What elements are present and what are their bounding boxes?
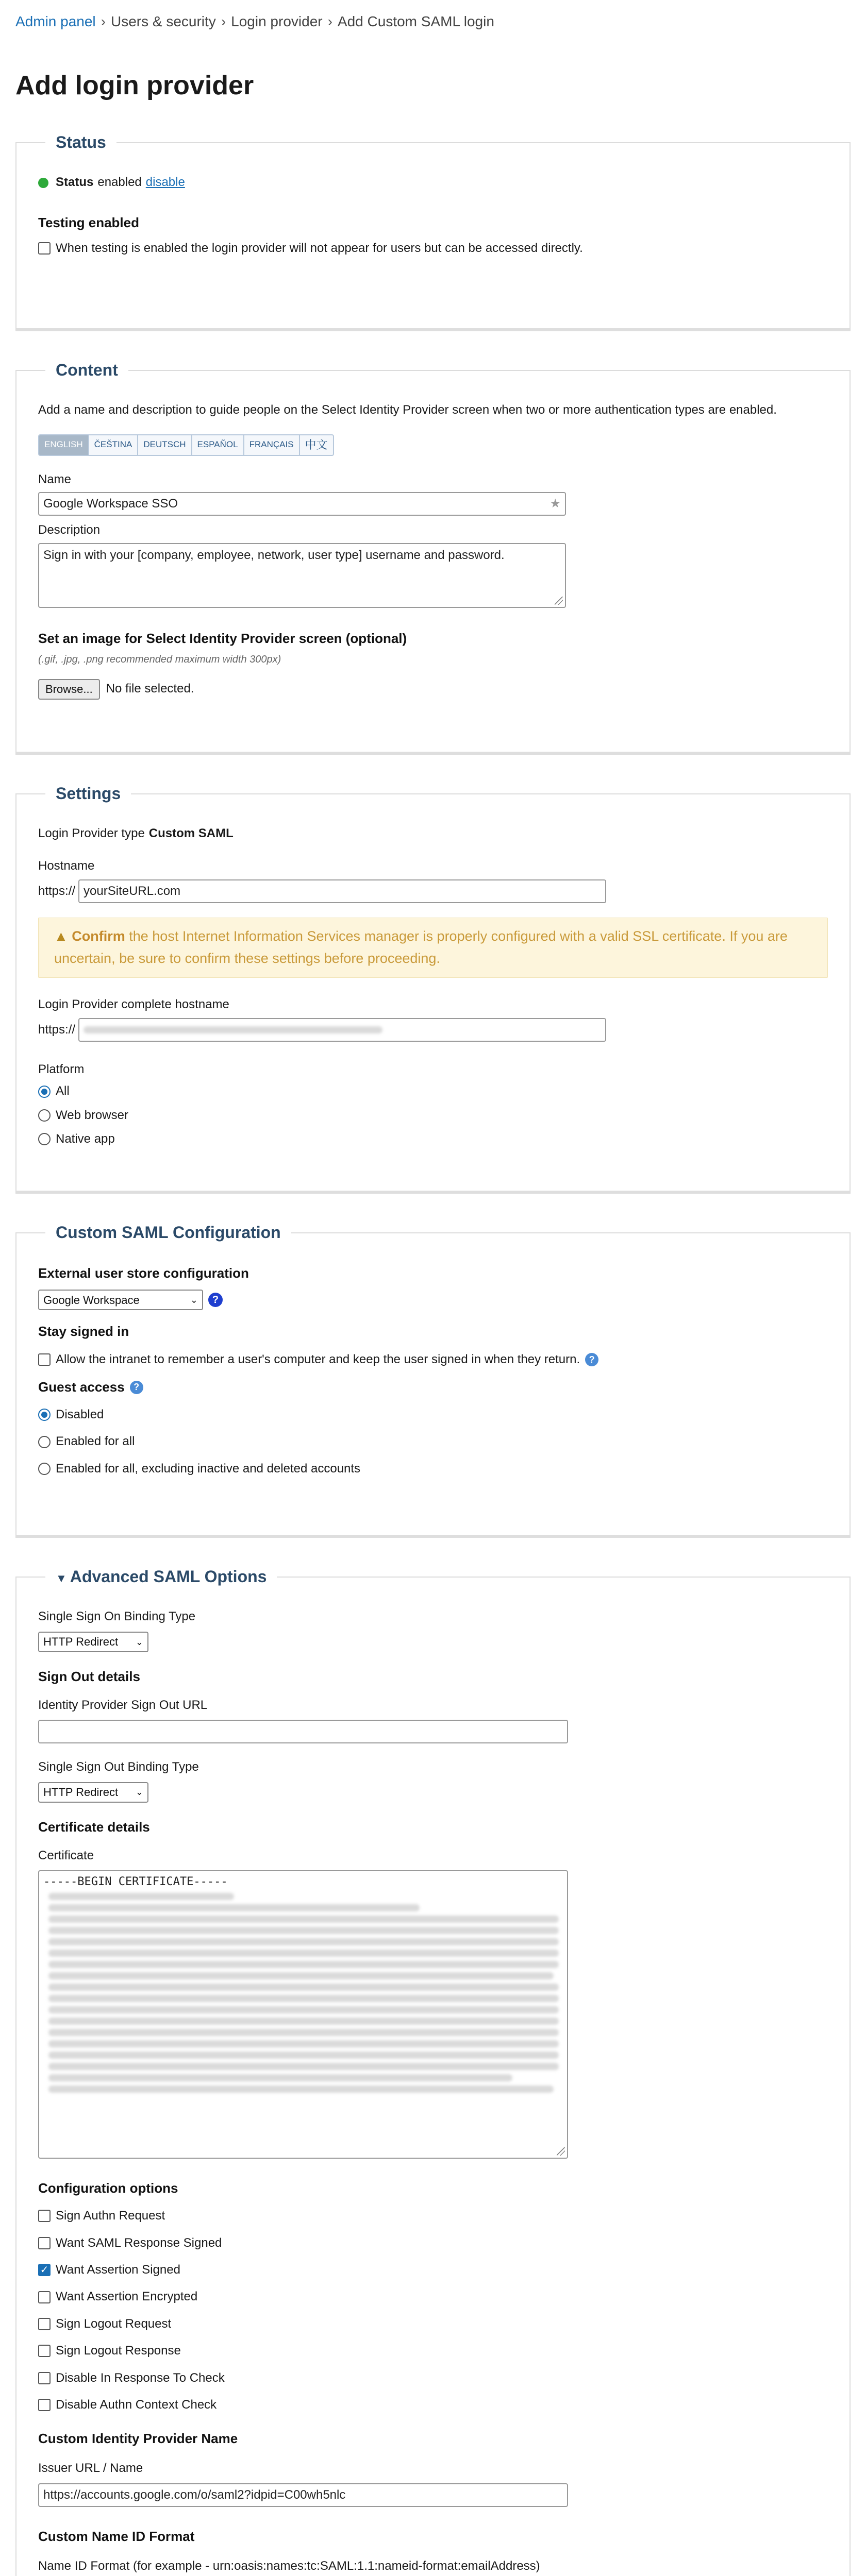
breadcrumb-current: Add Custom SAML login [337,13,494,30]
signout-url-input[interactable] [38,1720,568,1743]
status-row [38,174,828,191]
provider-type-value: Custom SAML [148,826,234,841]
provider-type-row [38,825,828,842]
status-value: enabled [97,175,142,190]
guest-label-disabled: Disabled [56,1408,104,1422]
platform-radio-all[interactable] [38,1086,51,1098]
config-option-disable-authn-context[interactable] [38,2397,828,2413]
redacted-hostname [84,1026,382,1033]
external-store-heading: External user store configuration [38,1265,249,1281]
saml-section [15,1222,851,1538]
config-checkbox[interactable] [38,2291,51,2303]
hostname-input[interactable] [78,879,606,903]
content-legend: Content [56,361,118,380]
complete-hostname-label: Login Provider complete hostname [38,997,229,1011]
cert-heading: Certificate details [38,1819,150,1835]
tab-espanol[interactable]: ESPAÑOL [192,434,244,456]
slo-binding-select[interactable] [38,1782,148,1803]
chevron-down-icon: ⌄ [135,1787,143,1798]
guest-option-all[interactable] [38,1433,828,1450]
config-option-label: Sign Authn Request [56,2209,165,2223]
guest-radio-excluding[interactable] [38,1463,51,1475]
config-option-sign-logout-response[interactable] [38,2343,828,2359]
config-option-want-response-signed[interactable] [38,2235,828,2251]
status-legend: Status [56,133,106,152]
redacted-certificate [43,1893,563,2093]
config-option-label: Want Assertion Signed [56,2263,180,2277]
issuer-label: Issuer URL / Name [38,2461,143,2476]
name-label: Name [38,472,72,486]
chevron-right-icon: › [101,13,106,30]
platform-option-web[interactable] [38,1107,828,1124]
status-enabled-icon [38,178,48,188]
certificate-textarea[interactable] [38,1870,568,2159]
sso-binding-select[interactable] [38,1632,148,1652]
advanced-section [15,1566,851,2576]
redacted-line [48,2018,559,2025]
guest-radio-disabled[interactable] [38,1409,51,1421]
sso-binding-label: Single Sign On Binding Type [38,1609,196,1624]
redacted-line [48,1927,559,1934]
complete-hostname-row [38,1018,828,1042]
advanced-legend[interactable] [45,1566,277,1588]
chevron-right-icon: › [221,13,226,30]
chevron-right-icon: › [327,13,332,30]
idp-name-heading: Custom Identity Provider Name [38,2431,238,2447]
redacted-line [48,1904,420,1911]
tab-english[interactable]: ENGLISH [38,434,89,456]
status-label: Status [56,175,94,190]
status-section [15,131,851,331]
tab-chinese[interactable]: 中文 [300,434,334,456]
config-option-want-assertion-encrypted[interactable] [38,2289,828,2305]
platform-label-native: Native app [56,1132,115,1146]
help-icon[interactable]: ? [208,1293,223,1307]
caret-down-icon: ▼ [56,1572,67,1585]
config-heading: Configuration options [38,2180,178,2196]
external-store-value: Google Workspace [43,1293,140,1307]
issuer-input[interactable] [38,2483,568,2507]
warning-icon: ▲ [54,928,68,944]
description-value: Sign in with your [company, employee, network, user type] username and password. [43,548,505,562]
content-section [15,359,851,755]
platform-label-all: All [56,1084,70,1098]
config-option-label: Want SAML Response Signed [56,2235,222,2250]
config-option-label: Disable Authn Context Check [56,2397,217,2412]
disable-link[interactable]: disable [145,175,185,190]
redacted-line [48,1916,559,1923]
guest-option-disabled[interactable] [38,1406,828,1423]
config-option-want-assertion-signed[interactable] [38,2262,828,2278]
breadcrumb-admin-panel[interactable]: Admin panel [15,13,96,30]
hostname-value: yourSiteURL.com [84,884,181,898]
settings-legend: Settings [56,784,121,803]
redacted-line [48,1950,559,1957]
hostname-row [38,879,828,903]
complete-hostname-prefix: https:// [38,1022,76,1037]
signout-heading: Sign Out details [38,1668,140,1684]
stay-signed-checkbox[interactable] [38,1353,51,1366]
redacted-line [48,1893,234,1900]
chevron-down-icon: ⌄ [135,1636,143,1647]
issuer-value: https://accounts.google.com/o/saml2?idpid=C00wh5nlc [43,2487,346,2502]
image-heading: Set an image for Select Identity Provider screen (optional) [38,630,407,646]
redacted-line [48,1984,559,1991]
description-textarea[interactable] [38,543,566,608]
description-label: Description [38,523,101,537]
required-star-icon: ★ [549,496,561,511]
tab-deutsch[interactable]: DEUTSCH [138,434,192,456]
chevron-down-icon: ⌄ [190,1295,198,1306]
testing-checkbox-label: When testing is enabled the login provider will not appear for users but can be accessed directly. [56,241,583,255]
redacted-line [48,2063,559,2070]
page-title: Add login provider [15,71,254,100]
help-icon[interactable]: ? [130,1381,143,1394]
advanced-legend-text: Advanced SAML Options [70,1567,267,1586]
complete-hostname-input[interactable] [78,1018,606,1042]
cert-label: Certificate [38,1848,94,1862]
config-checkbox[interactable] [38,2237,51,2249]
platform-option-native[interactable] [38,1131,828,1147]
guest-label-all: Enabled for all [56,1434,135,1449]
hostname-label: Hostname [38,858,95,873]
external-store-select[interactable] [38,1290,203,1310]
config-checkbox[interactable] [38,2372,51,2384]
config-checkbox[interactable] [38,2318,51,2330]
redacted-line [48,2086,554,2093]
config-option-label: Want Assertion Encrypted [56,2290,198,2304]
help-icon[interactable]: ? [585,1353,598,1366]
cert-first-line: -----BEGIN CERTIFICATE----- [43,1875,228,1889]
slo-binding-label: Single Sign Out Binding Type [38,1760,199,1774]
breadcrumb-login-provider[interactable]: Login provider [231,13,323,30]
config-options-list [38,2208,828,2413]
content-intro: Add a name and description to guide people on the Select Identity Provider screen when two or more authentication types are enabled. [38,403,777,417]
external-store-row [38,1290,828,1310]
platform-label: Platform [38,1062,85,1076]
hostname-prefix: https:// [38,884,76,898]
ssl-warning [38,918,828,977]
breadcrumb-users-security[interactable]: Users & security [110,13,216,30]
file-picker [38,679,828,700]
warning-text: the host Internet Information Services manager is properly configured with a valid SSL certificate. If you are uncertain, be sure to confirm these settings before proceeding. [54,928,788,967]
platform-radio-native[interactable] [38,1133,51,1145]
guest-heading: Guest access [38,1379,125,1395]
warning-bold: Confirm [72,928,125,944]
guest-label-excluding: Enabled for all, excluding inactive and deleted accounts [56,1461,361,1476]
stay-signed-option[interactable] [38,1351,828,1368]
nameid-heading: Custom Name ID Format [38,2528,195,2544]
testing-checkbox[interactable] [38,242,51,255]
platform-option-all[interactable] [38,1083,828,1099]
platform-radio-web[interactable] [38,1109,51,1122]
guest-heading-row [38,1378,828,1396]
config-checkbox[interactable] [38,2399,51,2411]
resize-handle-icon[interactable] [555,597,563,605]
config-option-sign-logout-request[interactable] [38,2316,828,2332]
redacted-line [48,2052,559,2059]
redacted-line [48,1938,559,1945]
platform-label-web: Web browser [56,1108,128,1122]
redacted-line [48,1961,559,1968]
sso-binding-value: HTTP Redirect [43,1635,119,1648]
config-option-label: Sign Logout Request [56,2316,172,2331]
nameid-label: Name ID Format (for example - urn:oasis:names:tc:SAML:1.1:nameid-format:emailAddress) [38,2558,540,2573]
config-option-disable-in-response[interactable] [38,2370,828,2386]
language-tabs [38,434,828,456]
config-checkbox[interactable] [38,2345,51,2357]
config-option-label: Sign Logout Response [56,2344,181,2358]
saml-legend: Custom SAML Configuration [56,1223,281,1242]
redacted-line [48,2074,512,2081]
config-option-label: Disable In Response To Check [56,2370,225,2385]
config-checkbox[interactable] [38,2210,51,2222]
tab-cestina[interactable]: ČEŠTINA [89,434,139,456]
guest-option-excluding[interactable] [38,1461,828,1477]
breadcrumb [15,9,851,34]
stay-signed-heading: Stay signed in [38,1324,129,1340]
name-input[interactable] [38,492,566,516]
redacted-line [48,1972,554,1979]
slo-binding-value: HTTP Redirect [43,1785,119,1799]
stay-signed-label: Allow the intranet to remember a user's computer and keep the user signed in when they return. [56,1352,580,1366]
redacted-line [48,2040,559,2047]
tab-francais[interactable]: FRANÇAIS [244,434,300,456]
testing-option[interactable] [38,240,828,257]
name-input-value: Google Workspace SSO [43,496,178,511]
resize-handle-icon[interactable] [557,2147,565,2156]
redacted-line [48,2006,559,2013]
signout-url-label: Identity Provider Sign Out URL [38,1698,208,1712]
no-file-text: No file selected. [106,682,194,696]
redacted-line [48,1995,559,2002]
guest-radio-all[interactable] [38,1436,51,1448]
browse-button[interactable]: Browse... [38,679,100,700]
provider-type-label: Login Provider type [38,826,145,841]
settings-section [15,783,851,1194]
redacted-line [48,2029,559,2036]
image-hint: (.gif, .jpg, .png recommended maximum width 300px) [38,653,281,665]
checkmark-icon[interactable]: ✓ [38,2264,51,2276]
config-option-sign-authn[interactable] [38,2208,828,2224]
testing-heading: Testing enabled [38,214,139,230]
